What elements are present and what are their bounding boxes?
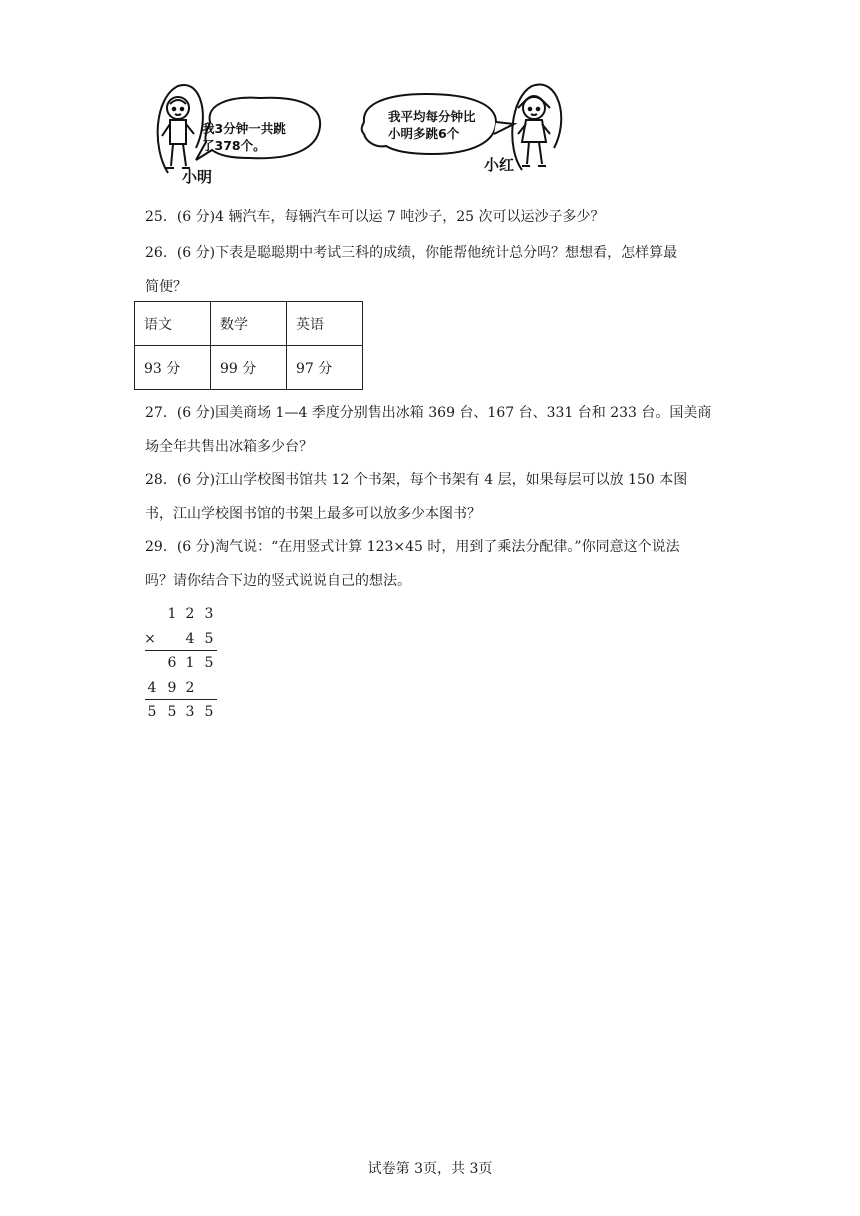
question-25 [145,203,735,232]
calc-cell: 1 [185,655,195,671]
question-29 [145,533,735,596]
multiply-sign: × [144,630,156,647]
question-29-line-1: 29．(6 分)淘气说：“在用竖式计算 123×45 时，用到了乘法分配律。”你同意这个说法 [145,539,680,555]
xiaoming-name: 小明 [182,168,213,186]
xiaohong-name: 小红 [484,156,515,174]
calc-cell: 3 [185,704,195,720]
jump-rope-illustration [150,78,580,188]
page-footer: 试卷第 3页，共 3页 [367,1161,493,1177]
calc-rule-2 [145,699,217,700]
calc-cell: 5 [167,704,177,720]
question-25-line-1: 25．(6 分)4 辆汽车，每辆汽车可以运 7 吨沙子，25 次可以运沙子多少？ [145,209,605,225]
question-27 [145,399,735,462]
right-bubble-line-2: 小明多跳6个 [388,126,460,141]
left-bubble-text [202,120,286,154]
calc-cell: 4 [185,630,195,647]
calc-row-product [145,701,225,726]
score-table [134,301,363,390]
calc-cell: 2 [185,679,195,696]
question-26-line-2: 简便？ [145,279,187,295]
calc-cell: 5 [204,630,214,647]
right-bubble-text [388,108,476,142]
score-table-header-row [135,302,363,346]
calc-cell: 5 [204,655,214,671]
calc-cell: 5 [204,704,214,720]
calc-cell: 4 [147,679,157,696]
calc-cell: 2 [185,606,195,622]
calc-cell: 9 [167,679,177,696]
left-bubble-line-2: 了378个。 [202,138,266,153]
header-english: 英语 [287,302,363,346]
xiaohong-figure [512,84,561,170]
vertical-multiplication [145,603,235,726]
question-28 [145,466,735,529]
question-28-line-1: 28．(6 分)江山学校图书馆共 12 个书架，每个书架有 4 层，如果每层可以放 150 本图 [145,472,688,488]
calc-row-partial-1 [145,652,225,677]
question-26-line-1: 26．(6 分)下表是聪聪期中考试三科的成绩，你能帮他统计总分吗？想想看，怎样算最 [145,245,678,261]
question-26 [145,239,735,302]
calc-rule-1 [145,650,217,651]
left-bubble-line-1: 我3分钟一共跳 [202,121,286,136]
calc-cell: 3 [204,606,214,622]
question-27-line-1: 27．(6 分)国美商场 1—4 季度分别售出冰箱 369 台、167 台、331 台和 233 台。国美商 [145,405,712,421]
question-27-line-2: 场全年共售出冰箱多少台？ [145,439,313,455]
calc-cell: 6 [167,655,177,671]
calc-row-multiplicand [145,603,225,628]
header-chinese: 语文 [135,302,211,346]
calc-row-multiplier [145,628,225,653]
question-29-line-2: 吗？请你结合下边的竖式说说自己的想法。 [145,573,411,589]
score-chinese: 93 分 [135,346,211,390]
header-math: 数学 [211,302,287,346]
calc-row-partial-2 [145,677,225,702]
right-bubble-line-1: 我平均每分钟比 [388,109,476,124]
question-28-line-2: 书，江山学校图书馆的书架上最多可以放多少本图书？ [145,506,481,522]
score-english: 97 分 [287,346,363,390]
calc-cell: 1 [167,606,177,622]
score-math: 99 分 [211,346,287,390]
score-table-value-row [135,346,363,390]
calc-cell: 5 [147,704,157,720]
